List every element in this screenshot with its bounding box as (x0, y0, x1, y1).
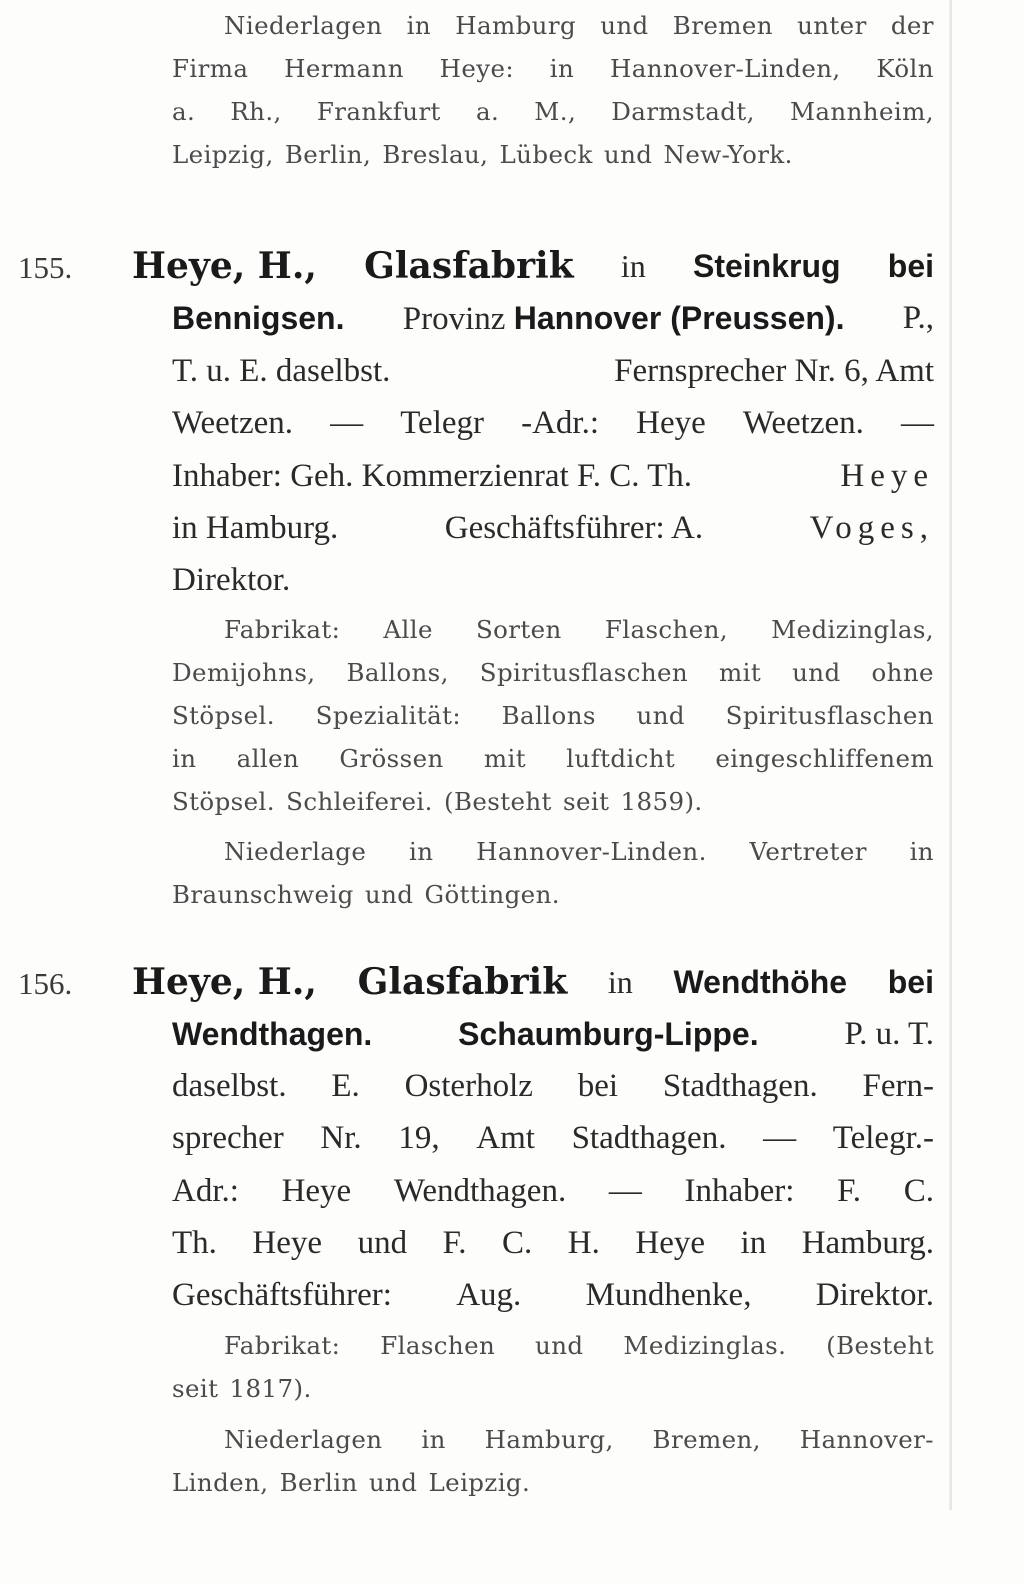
word: C. (903, 1172, 934, 1209)
word: Nr. (320, 1120, 362, 1157)
provinz-group (403, 292, 845, 345)
fabrikat-line-1 (172, 608, 934, 651)
preposition-bei: bei (887, 248, 934, 284)
entry-155-line-6 (172, 502, 934, 554)
word: Niederlagen (224, 11, 383, 40)
word: — (900, 405, 934, 442)
text-line (172, 1060, 934, 1112)
word: Hannover-Linden, (609, 54, 841, 83)
word: Direktor. (815, 1277, 934, 1314)
entry-155-heading (18, 240, 934, 294)
top-line-3 (172, 90, 934, 133)
word: Spezialität: (315, 701, 461, 730)
word: C. (502, 1224, 533, 1261)
entry-156-line-7 (172, 1269, 934, 1321)
word: luftdicht (566, 744, 676, 773)
text-segment: T. u. E. daselbst. (172, 353, 391, 390)
fabrikat-line-5 (172, 780, 934, 823)
niederlage-line-2 (172, 1461, 934, 1504)
word: und (600, 11, 649, 40)
entry-number: 155. (18, 250, 73, 285)
place2-text: Wendthagen (172, 1016, 364, 1052)
entry-155-line-3 (172, 345, 934, 397)
entry-156-line-6 (172, 1217, 934, 1269)
word: Demijohns, (172, 658, 316, 687)
text-line (172, 651, 934, 694)
preposition-bei: bei (887, 964, 934, 1000)
text-line (224, 1324, 934, 1367)
word: Hannover-Linden. (476, 837, 707, 866)
text-line: seit 1817). (172, 1374, 312, 1403)
word: Weetzen. (172, 405, 294, 442)
word: Mannheim, (789, 97, 934, 126)
text-line (224, 608, 934, 651)
fabrikat-line-4 (172, 737, 934, 780)
page-edge-shadow (949, 0, 952, 1510)
text-line: Linden, Berlin und Leipzig. (172, 1468, 531, 1497)
text-line (172, 1112, 934, 1164)
word: daselbst. (172, 1068, 287, 1105)
word: Aug. (456, 1277, 522, 1314)
post-abbrev: P., (902, 300, 934, 336)
word: Mundhenke, (585, 1277, 752, 1314)
text-line: Leipzig, Berlin, Breslau, Lübeck und New-York. (172, 140, 793, 169)
provinz-label: Provinz (402, 301, 506, 337)
word: eingeschliffenem (715, 744, 934, 773)
text-segment: Inhaber: Geh. Kommerzienrat F. C. Th. (172, 457, 693, 494)
word: Wendthagen. (393, 1172, 567, 1209)
word: Niederlage (224, 837, 367, 866)
word: Firma (172, 54, 249, 83)
text-line (172, 1165, 934, 1217)
word: Hamburg (455, 11, 577, 40)
company-type: Glasfabrik (357, 961, 568, 1003)
text-line (224, 1418, 934, 1461)
text-line (172, 1217, 934, 1269)
word: E. (331, 1068, 360, 1105)
word: Inhaber: (684, 1172, 795, 1209)
word: M., (534, 97, 577, 126)
text-line: Stöpsel. Schleiferei. (Besteht seit 1859). (172, 787, 703, 816)
region-name: Hannover (Preussen) (513, 300, 836, 336)
word: und (535, 1331, 584, 1360)
entry-155-first-line (18, 240, 934, 294)
word: Telegr (400, 405, 485, 442)
entry-155-line-2 (172, 292, 934, 345)
word: -Adr.: (521, 405, 600, 442)
word: ohne (871, 658, 934, 687)
entry-155-line-5 (172, 450, 934, 502)
entry-155-niederlage (172, 830, 934, 916)
word: — (330, 405, 364, 442)
word: Fabrikat: (224, 615, 341, 644)
word: in (172, 744, 197, 773)
word: Fabrikat: (224, 1331, 341, 1360)
text-segment: Geschäftsführer: A. (444, 509, 704, 546)
word: F. (442, 1224, 467, 1261)
fabrikat-line-2 (172, 651, 934, 694)
word: Spiritusflaschen (479, 658, 689, 687)
text-line (172, 47, 934, 90)
entry-155-line-4 (172, 397, 934, 449)
word: Ballons (501, 701, 596, 730)
word: Stadthagen. (662, 1068, 818, 1105)
text-line (224, 830, 934, 873)
entry-number: 156. (18, 966, 73, 1001)
word: mit (483, 744, 526, 773)
word: a. (172, 97, 196, 126)
word: Flaschen, (604, 615, 728, 644)
text-segment: Voges, (809, 509, 934, 546)
post-abbrev: P. u. T. (844, 1016, 934, 1052)
word: Heye (252, 1224, 323, 1261)
text-segment: Heye (840, 457, 934, 494)
word: Niederlagen (224, 1425, 383, 1454)
entry-156-line-2 (172, 1008, 934, 1060)
entry-156-line-4 (172, 1112, 934, 1164)
place2: Bennigsen. (172, 300, 345, 336)
entry-156-line-5 (172, 1165, 934, 1217)
word: mit (719, 658, 762, 687)
word: in (421, 1425, 446, 1454)
word: Telegr.- (832, 1120, 934, 1157)
word: Osterholz (404, 1068, 533, 1105)
word: Vertreter (749, 837, 867, 866)
text-line (172, 90, 934, 133)
preposition-in: in (620, 248, 646, 284)
word: Flaschen (380, 1331, 496, 1360)
text-line (172, 694, 934, 737)
word: Hamburg. (801, 1224, 934, 1261)
top-line-2 (172, 47, 934, 90)
place2-text: Bennigsen (172, 300, 336, 336)
text-segment: Direktor. (172, 562, 291, 599)
text-line: Braunschweig und Göttingen. (172, 880, 560, 909)
word: Alle (383, 615, 433, 644)
place-name: Steinkrug (692, 248, 841, 284)
entry-155-body (172, 292, 934, 606)
entry-156-heading (18, 956, 934, 1010)
word: Medizinglas, (771, 615, 934, 644)
word: sprecher (172, 1120, 284, 1157)
word: Köln (876, 54, 934, 83)
word: Sorten (475, 615, 562, 644)
word: 19, (398, 1120, 440, 1157)
region-name: Schaumburg-Lippe (458, 1016, 750, 1052)
entry-155-fabrikat (172, 608, 934, 823)
word: in (406, 11, 432, 40)
niederlage-line-2 (172, 873, 934, 916)
word: Geschäftsführer: (172, 1277, 392, 1314)
place-name: Wendthöhe (673, 964, 848, 1000)
region-group: Hannover (Preussen). (513, 300, 845, 336)
text-segment: Fernsprecher Nr. 6, Amt (614, 353, 934, 390)
word: (Besteht (826, 1331, 934, 1360)
word: bei (577, 1068, 619, 1105)
word: und (357, 1224, 408, 1261)
top-line-1 (172, 4, 934, 47)
word: H. (567, 1224, 600, 1261)
entry-156-number (18, 956, 317, 1010)
word: — (608, 1172, 642, 1209)
word: Bremen, (652, 1425, 761, 1454)
word: Hannover- (799, 1425, 934, 1454)
word: Stöpsel. (172, 701, 275, 730)
word: Frankfurt (316, 97, 441, 126)
word: Weetzen. (742, 405, 864, 442)
entry-155-line-7 (172, 554, 934, 606)
place2: Wendthagen. (172, 1016, 373, 1052)
text-segment (172, 397, 934, 449)
entry-156-niederlage (172, 1418, 934, 1504)
word: Ballons, (346, 658, 449, 687)
word: Fern- (862, 1068, 934, 1105)
company-name: Heye, H., (132, 245, 317, 287)
text-segment: in Hamburg. (172, 509, 339, 546)
word: Stadthagen. (571, 1120, 727, 1157)
region-group: Schaumburg-Lippe. (458, 1016, 759, 1052)
company-name: Heye, H., (132, 961, 317, 1003)
entry-156-body (172, 1008, 934, 1321)
word: Medizinglas. (623, 1331, 787, 1360)
word: a. (475, 97, 500, 126)
preposition-in: in (607, 964, 633, 1000)
word: Amt (476, 1120, 535, 1157)
word: Adr.: (172, 1172, 239, 1209)
top-niederlagen-paragraph (172, 4, 934, 176)
text-line (172, 1269, 934, 1321)
word: in (909, 837, 934, 866)
word: in (740, 1224, 767, 1261)
text-line (172, 737, 934, 780)
word: allen (236, 744, 300, 773)
niederlage-line-1 (172, 830, 934, 873)
top-line-4 (172, 133, 934, 176)
word: unter (797, 11, 867, 40)
word: F. (837, 1172, 862, 1209)
word: Spiritusflaschen (725, 701, 934, 730)
word: Grössen (339, 744, 444, 773)
word: Hamburg, (484, 1425, 614, 1454)
entry-155-number (18, 240, 317, 294)
niederlage-line-1 (172, 1418, 934, 1461)
entry-156-line-3 (172, 1060, 934, 1112)
word: in (409, 837, 434, 866)
word: und (636, 701, 685, 730)
word: Hermann (284, 54, 404, 83)
fabrikat-line-3 (172, 694, 934, 737)
word: der (890, 11, 934, 40)
text-line (224, 4, 934, 47)
word: in (549, 54, 575, 83)
entry-156-fabrikat (172, 1324, 934, 1410)
company-type: Glasfabrik (364, 245, 574, 287)
word: Heye: (439, 54, 515, 83)
word: und (792, 658, 841, 687)
word: — (763, 1120, 797, 1157)
word: Rh., (230, 97, 282, 126)
entry-156-first-line (18, 956, 934, 1010)
word: Heye (636, 405, 706, 442)
word: Bremen (672, 11, 773, 40)
word: Darmstadt, (611, 97, 755, 126)
word: Heye (635, 1224, 706, 1261)
fabrikat-line-1 (172, 1324, 934, 1367)
fabrikat-line-2 (172, 1367, 934, 1410)
word: Heye (281, 1172, 352, 1209)
word: Th. (172, 1224, 217, 1261)
